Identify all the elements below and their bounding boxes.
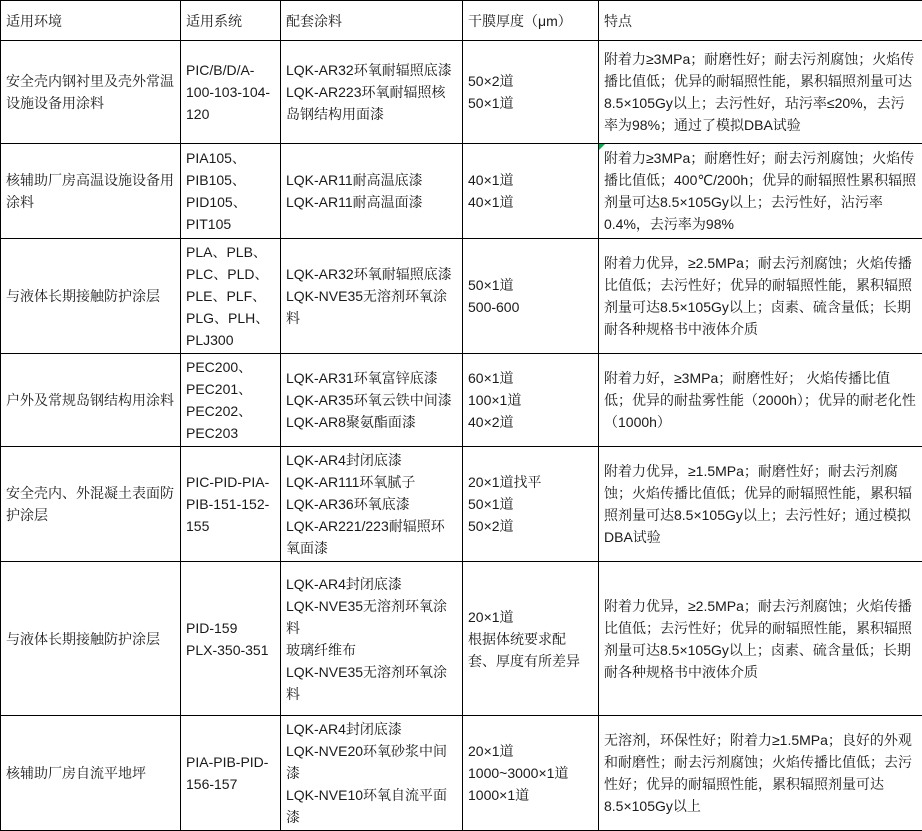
- cell-line: 1000~3000×1道: [468, 762, 593, 784]
- cell-line: 1000×1道: [468, 784, 593, 806]
- cell-line: 20×1道: [468, 740, 593, 762]
- cell-line: 50×1道: [468, 92, 593, 114]
- cell-features: 附着力≥3MPa；耐磨性好；耐去污剂腐蚀；火焰传播比值低；优异的耐辐照性能，累积辐照剂量可达8.5×105Gy以上；去污性好，玷污率≤20%，去污率为98%；通过了模拟DBA试验: [599, 41, 922, 144]
- cell-systems: [181, 716, 281, 831]
- cell-thickness: [463, 144, 599, 239]
- cell-features: 无溶剂，环保性好；附着力≥1.5MPa；良好的外观和耐磨性；耐去污剂腐蚀；火焰传播比值低；去污性好；优异的耐辐照性能，累积辐照剂量可达8.5×105Gy以上: [599, 716, 922, 831]
- cell-line: 50×2道: [468, 515, 593, 537]
- col-header-coatings: 配套涂料: [281, 1, 463, 41]
- cell-line: 20×1道: [468, 606, 593, 628]
- table-row: [1, 562, 922, 716]
- cell-line: LQK-AR11耐高温底漆: [286, 169, 457, 191]
- cell-line: LQK-AR11耐高温面漆: [286, 191, 457, 213]
- comment-marker-icon: [599, 144, 605, 150]
- cell-line: LQK-AR111环氧腻子: [286, 471, 457, 493]
- col-header-environment: 适用环境: [1, 1, 181, 41]
- table-row: [1, 239, 922, 354]
- cell-line: LQK-NVE35无溶剂环氧涂料: [286, 661, 457, 705]
- cell-line: LQK-AR8聚氨酯面漆: [286, 411, 457, 433]
- cell-environment: 户外及常规岛钢结构用涂料: [1, 354, 181, 447]
- cell-line: 40×1道: [468, 169, 593, 191]
- table-body: [1, 41, 922, 831]
- cell-line: 500-600: [468, 296, 593, 318]
- cell-line: LQK-AR4封闭底漆: [286, 449, 457, 471]
- cell-line: LQK-NVE10环氧自流平面漆: [286, 784, 457, 828]
- cell-environment: 核辅助厂房自流平地坪: [1, 716, 181, 831]
- table-row: [1, 41, 922, 144]
- cell-systems: [181, 354, 281, 447]
- table-row: [1, 716, 922, 831]
- cell-line: 50×2道: [468, 70, 593, 92]
- cell-line: PIC/B/D/A-100-103-104-120: [186, 59, 275, 125]
- cell-line: PIA-PIB-PID-156-157: [186, 751, 275, 795]
- cell-line: LQK-AR4封闭底漆: [286, 573, 457, 595]
- cell-line: PLX-350-351: [186, 639, 275, 661]
- cell-coatings: [281, 144, 463, 239]
- cell-systems: [181, 41, 281, 144]
- cell-line: 40×2道: [468, 411, 593, 433]
- cell-features: 附着力好，≥3MPa；耐磨性好； 火焰传播比值低；优异的耐盐雾性能（2000h）；优异的耐老化性（1000h）: [599, 354, 922, 447]
- cell-line: 50×1道: [468, 493, 593, 515]
- cell-features: 附着力≥3MPa；耐磨性好；耐去污剂腐蚀；火焰传播比值低；400℃/200h；优异的耐辐照性累积辐照剂量可达8.5×105Gy以上；去污性好，沾污率0.4%，去污率为98%: [599, 144, 922, 239]
- cell-environment: 核辅助厂房高温设施设备用涂料: [1, 144, 181, 239]
- cell-line: LQK-AR36环氧底漆: [286, 493, 457, 515]
- table-row: [1, 447, 922, 562]
- cell-environment: 与液体长期接触防护涂层: [1, 239, 181, 354]
- cell-line: PIA105、PIB105、PID105、PIT105: [186, 147, 275, 235]
- cell-thickness: [463, 354, 599, 447]
- cell-line: 20×1道找平: [468, 471, 593, 493]
- cell-systems: [181, 144, 281, 239]
- cell-line: LQK-AR32环氧耐辐照底漆: [286, 59, 457, 81]
- cell-coatings: [281, 354, 463, 447]
- cell-thickness: [463, 716, 599, 831]
- cell-coatings: [281, 41, 463, 144]
- cell-features: 附着力优异，≥1.5MPa；耐磨性好；耐去污剂腐蚀；火焰传播比值低；优异的耐辐照性能，累积辐照剂量可达8.5×105Gy以上；去污性好；通过模拟DBA试验: [599, 447, 922, 562]
- cell-coatings: [281, 716, 463, 831]
- cell-thickness: [463, 447, 599, 562]
- cell-line: 40×1道: [468, 191, 593, 213]
- cell-thickness: [463, 562, 599, 716]
- cell-line: 100×1道: [468, 389, 593, 411]
- table-header: [1, 1, 922, 41]
- cell-thickness: [463, 239, 599, 354]
- cell-line: 50×1道: [468, 274, 593, 296]
- cell-line: LQK-NVE35无溶剂环氧涂料: [286, 595, 457, 639]
- cell-line: LQK-NVE35无溶剂环氧涂料: [286, 285, 457, 329]
- table-row: [1, 144, 922, 239]
- col-header-dry-film-thickness: 干膜厚度（μm）: [463, 1, 599, 41]
- cell-line: 60×1道: [468, 367, 593, 389]
- cell-coatings: [281, 239, 463, 354]
- cell-line: 玻璃纤维布: [286, 639, 457, 661]
- cell-thickness: [463, 41, 599, 144]
- header-row: [1, 1, 922, 41]
- cell-features: 附着力优异，≥2.5MPa；耐去污剂腐蚀；火焰传播比值低；去污性好；优异的耐辐照性能，累积辐照剂量可达8.5×105Gy以上；卤素、硫含量低；长期耐各种规格书中液体介质: [599, 562, 922, 716]
- cell-environment: 与液体长期接触防护涂层: [1, 562, 181, 716]
- cell-coatings: [281, 562, 463, 716]
- cell-line: LQK-AR4封闭底漆: [286, 718, 457, 740]
- cell-line: LQK-NVE20环氧砂浆中间漆: [286, 740, 457, 784]
- cell-line: PLA、PLB、PLC、PLD、PLE、PLF、PLG、PLH、PLJ300: [186, 241, 275, 351]
- table-row: [1, 354, 922, 447]
- cell-environment: 安全壳内、外混凝土表面防护涂层: [1, 447, 181, 562]
- cell-line: LQK-AR221/223耐辐照环氧面漆: [286, 515, 457, 559]
- cell-systems: [181, 239, 281, 354]
- cell-coatings: [281, 447, 463, 562]
- cell-features: 附着力优异，≥2.5MPa；耐去污剂腐蚀；火焰传播比值低；去污性好；优异的耐辐照性能，累积辐照剂量可达8.5×105Gy以上；卤素、硫含量低；长期耐各种规格书中液体介质: [599, 239, 922, 354]
- cell-line: PEC200、PEC201、PEC202、PEC203: [186, 356, 275, 444]
- col-header-system: 适用系统: [181, 1, 281, 41]
- cell-systems: [181, 562, 281, 716]
- cell-line: LQK-AR35环氧云铁中间漆: [286, 389, 457, 411]
- cell-line: LQK-AR32环氧耐辐照底漆: [286, 263, 457, 285]
- cell-line: 根据体统要求配套、厚度有所差异: [468, 628, 593, 672]
- cell-line: LQK-AR31环氧富锌底漆: [286, 367, 457, 389]
- cell-line: PID-159: [186, 617, 275, 639]
- cell-environment: 安全壳内钢衬里及壳外常温设施设备用涂料: [1, 41, 181, 144]
- cell-systems: [181, 447, 281, 562]
- cell-line: LQK-AR223环氧耐辐照核岛钢结构用面漆: [286, 81, 457, 125]
- col-header-features: 特点: [599, 1, 922, 41]
- cell-line: PIC-PID-PIA-PIB-151-152-155: [186, 471, 275, 537]
